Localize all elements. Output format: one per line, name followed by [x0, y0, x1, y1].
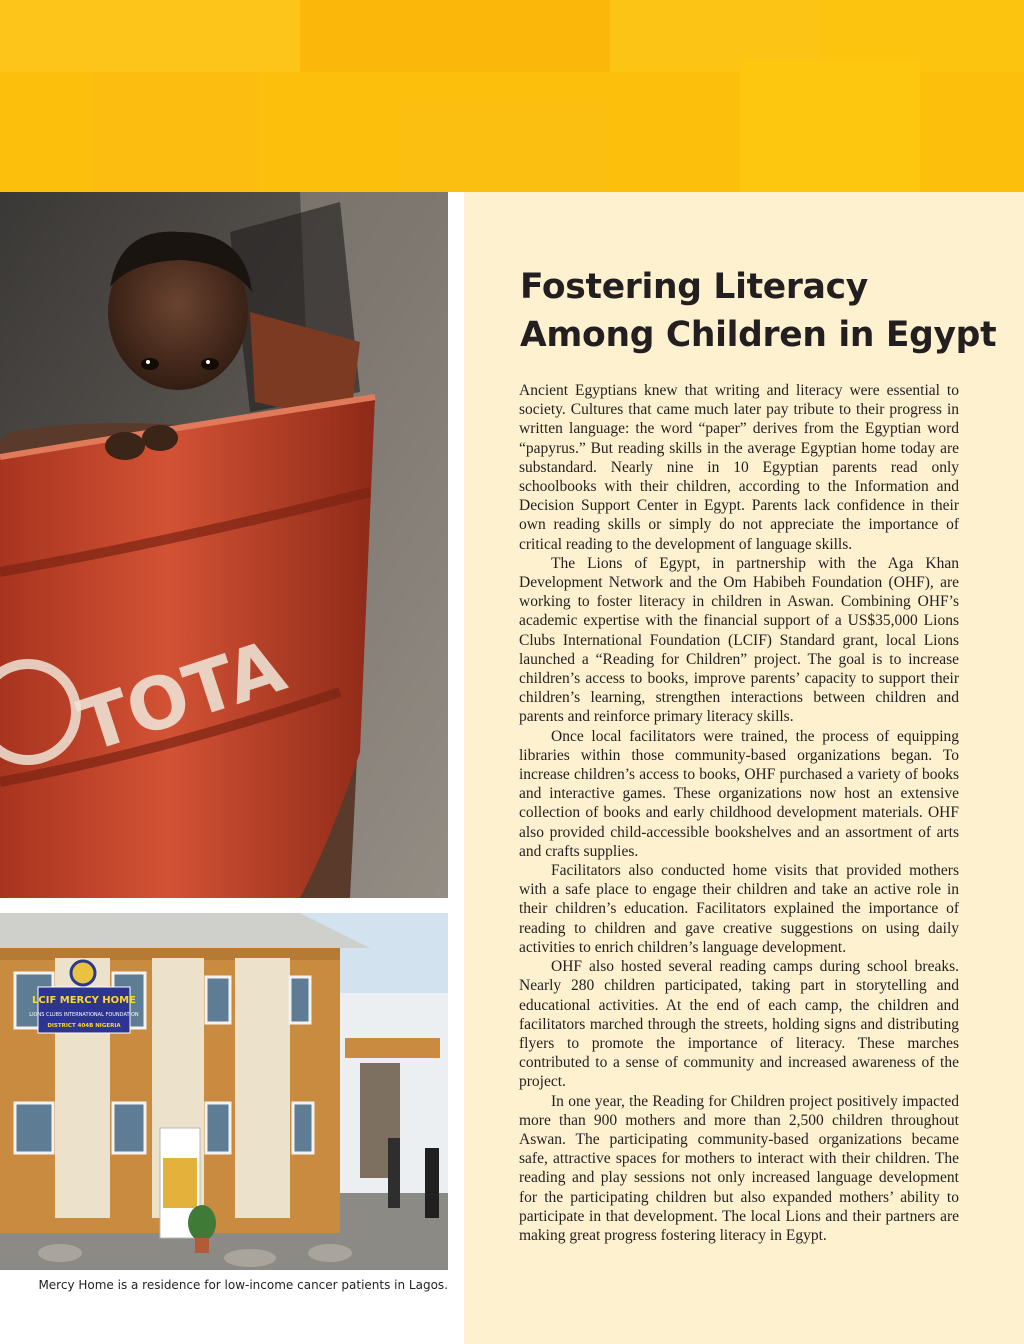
sign-line-2: LIONS CLUBS INTERNATIONAL FOUNDATION [29, 1012, 139, 1018]
paragraph: Ancient Egyptians knew that writing and literacy were essential to society. Cultures that came much later pay tribute to their progress in written language: the word “paper” derives from the Egyptian word “papyrus.” But reading skills in the average Egyptian home today are substandard. Nearly nine in 10 Egyptian parents read only schoolbooks with their children, according to the Information and Decision Support Center in Egypt. Parents lack confidence in their own reading skills or simply do not appreciate the importance of critical reading to the development of language skills. [519, 382, 959, 553]
paragraph: Once local facilitators were trained, the process of equipping libraries within those community-based organizations began. To increase children’s access to books, OHF purchased a variety of books and interactive games. These organizations now host an extensive collection of books and early childhood development materials. OHF also provided child-accessible bookshelves and an assortment of arts and crafts supplies. [519, 727, 959, 860]
title-line-1: Fostering Literacy [520, 267, 868, 307]
article-body [519, 381, 959, 1245]
photo-caption: Mercy Home is a residence for low-income cancer patients in Lagos. [38, 1278, 448, 1292]
paragraph: In one year, the Reading for Children project positively impacted more than 900 mothers and more than 2,500 children throughout Aswan. The participating community-based organizations became safe, attractive spaces for mothers to interact with their children. The reading and play sessions not only increased language development for the participating children but also expanded mothers’ ability to participate in that development. The local Lions and their partners are making great progress fostering literacy in Egypt. [519, 1092, 959, 1244]
sign-line-3: DISTRICT 404B NIGERIA [47, 1023, 121, 1029]
drum-lettering: TOTA [69, 623, 295, 769]
mercy-home-photo [0, 913, 448, 1270]
title-line-2: Among Children in Egypt [520, 315, 997, 355]
yellow-banner [0, 0, 1024, 192]
paragraph: OHF also hosted several reading camps during school breaks. Nearly 280 children participated, taking part in storytelling and educational activities. At the end of each camp, the children and facilitators marched through the streets, holding signs and distributing flyers to promote the importance of literacy. These marches contributed to a sense of community and increased awareness of the project. [519, 958, 959, 1091]
article-title [520, 263, 1000, 359]
sign-line-1: LCIF MERCY HOME [32, 995, 136, 1006]
paragraph: The Lions of Egypt, in partnership with the Aga Khan Development Network and the Om Habibeh Foundation (OHF), are working to foster literacy in children in Aswan. Combining OHF’s academic expertise with the financial support of a US$35,000 Lions Clubs International Foundation (LCIF) Standard grant, local Lions launched a “Reading for Children” project. The goal is to increase children’s access to books, improve parents’ capacity to support their children’s learning, strengthen interactions between children and parents and reinforce primary literacy skills. [519, 554, 959, 726]
child-in-drum-photo [0, 192, 448, 898]
paragraph: Facilitators also conducted home visits that provided mothers with a safe place to engage their children and take an active role in their children’s education. Facilitators explained the importance of reading to children and gave creative suggestions on using daily activities to enrich children’s language development. [519, 862, 959, 956]
